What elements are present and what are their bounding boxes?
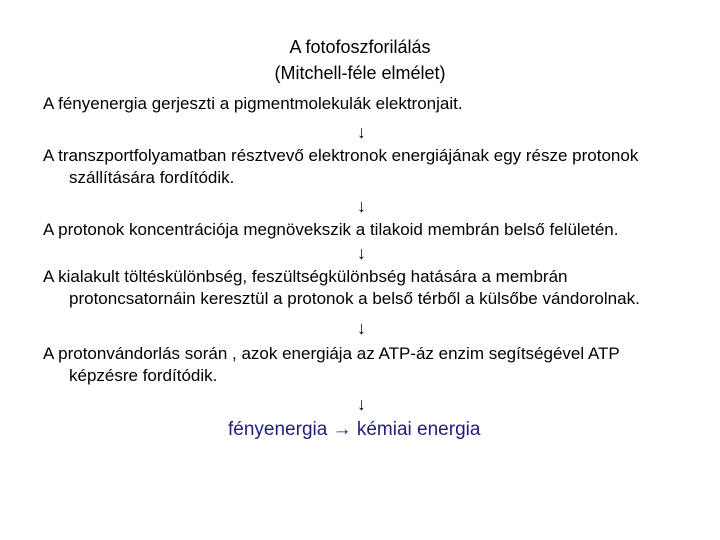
slide-subtitle: (Mitchell-féle elmélet)	[274, 63, 446, 83]
down-arrow-icon: ↓	[357, 196, 366, 216]
down-arrow-icon: ↓	[357, 318, 366, 338]
step-3: A protonok koncentrációja megnövekszik a tilakoid membrán belső felületén.	[43, 220, 619, 239]
step-4: A kialakult töltéskülönbség, feszültségkülönbség hatására a membrán protoncsatornáin keresztül a protonok a belső térből a külsőbe vándorolnak.	[43, 267, 640, 308]
slide-title: A fotofoszforilálás	[289, 37, 431, 57]
result-text: fényenergia → kémiai energia	[228, 419, 481, 440]
down-arrow-icon: ↓	[357, 243, 366, 263]
step-2: A transzportfolyamatban résztvevő elektronok energiájának egy része protonok szállítására fordítódik.	[43, 146, 639, 187]
down-arrow-icon: ↓	[357, 394, 366, 414]
down-arrow-icon: ↓	[357, 122, 366, 142]
step-1: A fényenergia gerjeszti a pigmentmolekulák elektronjait.	[43, 94, 463, 113]
title-block	[0, 34, 720, 86]
step-5: A protonvándorlás során , azok energiája az ATP-áz enzim segítségével ATP képzésre fordítódik.	[43, 344, 620, 385]
